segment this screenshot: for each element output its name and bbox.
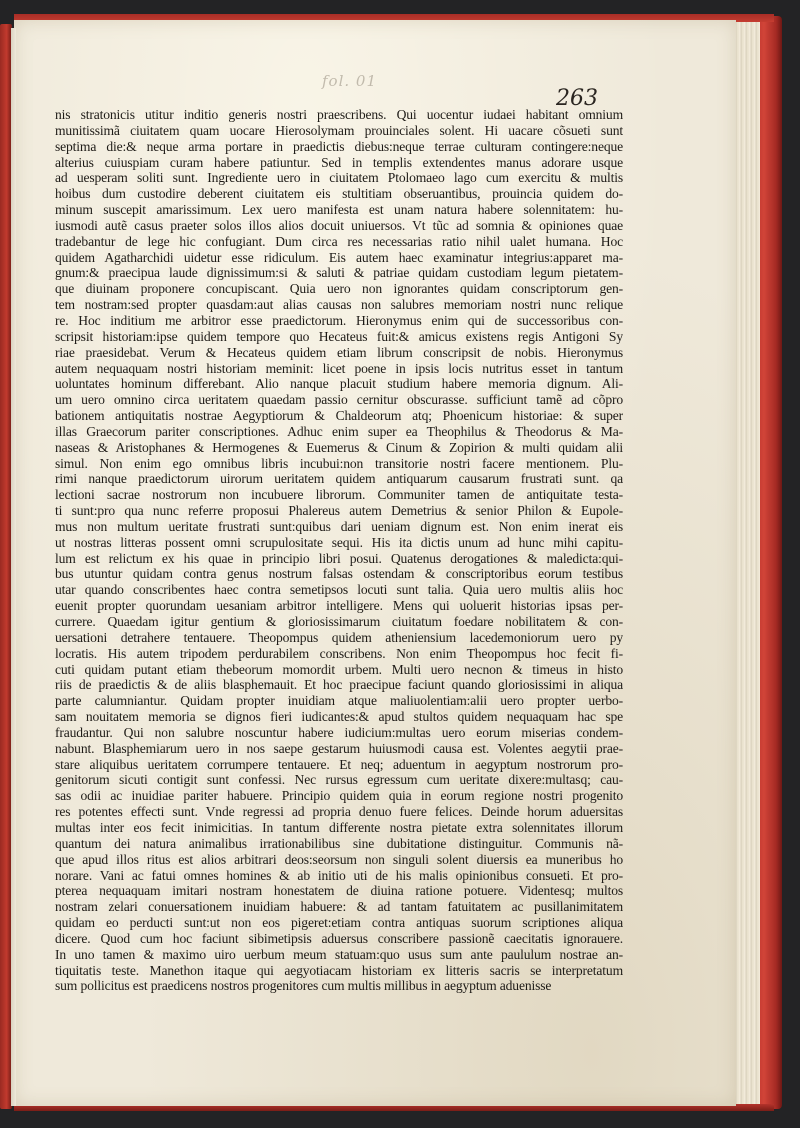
text-line: ad uesperam soliti sunt. Ingrediente uero in ciuitatem Ptolomaeo lago cum exercitu & multis	[55, 170, 623, 186]
text-line: nabunt. Blasphemiarum uero in nos saepe gestarum huiusmodi causa est. Volentes aegytii prae-	[55, 740, 623, 756]
text-line: bationem antiquitatis nostrae Aegyptiorum & Chaldeorum atq; Phoenicum historiae: & super	[55, 408, 623, 424]
text-line: scripsit historiam:ipse quidem tempore quo Hecateus fuit:& amicus existens regis Antigoni Sy	[55, 328, 623, 344]
body-text	[55, 107, 623, 994]
text-line: sam nouitatem memoria se dignos fieri iudicantes:& apud stultos quidem nequaquam hac spe	[55, 709, 623, 725]
text-line: munitissimã ciuitatem quam uocare Hierosolymam prouinciales solent. Hi uacare cõsueti sunt	[55, 122, 623, 138]
text-line: hoibus dum custodire deberent ciuitatem eis stultitiam obseruantibus, prouincia quidem do-	[55, 186, 623, 202]
text-line: In uno tamen & maximo uiro uerbum meum statuam:quo usus sum ante paululum nostrae an-	[55, 946, 623, 962]
text-line: iusmodi autẽ casus praeter solos illos alios docuit uniuersos. Vt tũc ad somnia & opiniones quae	[55, 217, 623, 233]
text-line: locratis. His autem tripodem perdurabilem conscribens. Non enim Theopompus hoc fecit fi-	[55, 645, 623, 661]
text-line: tradebantur de lege hic confugiant. Dum circa res necessarias ratio nihil ualet humana. Hoc	[55, 233, 623, 249]
text-line: bus utuntur quidam contra genus nostrum falsas ostendam & conscriptoribus eorum testibus	[55, 566, 623, 582]
text-line: pterea nequaquam imitari nostram honestatem de diuina ratione potuere. Videntesq; multos	[55, 883, 623, 899]
text-line: lum est relictum ex his quae in principio libri posui. Quatenus derogationes & maledicta:qui-	[55, 550, 623, 566]
text-line: ti sunt:pro qua nunc referre proposui Phalereus autem Demetrius & senior Philon & Eupole-	[55, 503, 623, 519]
text-line: autem nequaquam nostri historiam meminit: licet poene in ipsis locis nutritus esset in tantum	[55, 360, 623, 376]
text-line: sum pollicitus est praedicens nostros progenitores cum multis millibus in aegyptum aduenisse	[55, 978, 552, 994]
folio-number: 263	[556, 86, 598, 111]
text-line: riis de praedictis & de aliis blasphemauit. Et hoc praecipue faciunt quando gloriosissimi in aliqua	[55, 677, 623, 693]
text-line: dicere. Quod cum hoc faciunt sibimetipsis aduersus conscribere passionẽ caecitatis ignorauere.	[55, 930, 623, 946]
text-line: riae praesidebat. Verum & Hecateus quidem etiam librum conscripsit de nobis. Hieronymus	[55, 344, 623, 360]
text-line: fraudantur. Qui non salubre noscuntur habere iudicium:multas uero eorum miserias condem-	[55, 724, 623, 740]
text-line: alterius cuiuspiam curam habere patiuntur. Sed in templis extendentes manus adorare usque	[55, 154, 623, 170]
text-line: cuti quidam putant etiam thebeorum momordit urbem. Multi uero necnon & timeus in histo	[55, 661, 623, 677]
text-line: quantum dei natura animalibus irrationabilibus sine dubitatione distinguitur. Communis nã-	[55, 835, 623, 851]
text-line: naseas & Aristophanes & Hermogenes & Euemerus & Cinum & Zopirion & multi quidam alii	[55, 439, 623, 455]
text-line: stare aliquibus ueritatem corrumpere tentauere. Et neq; aduentum in aegyptum nostrorum pro-	[55, 756, 623, 772]
text-line: norare. Vani ac fatui omnes homines & ab initio uti de his malis opinionibus consueti. Et pro-	[55, 867, 623, 883]
text-line: rimi nanque praedictorum uirorum ueritatem quidem antiquarum causarum frustrati sunt. qa	[55, 471, 623, 487]
text-line: genitorum sicuti contigit sunt confessi. Nec rursus egressum cum ueritate dixere:multasq; cau-	[55, 772, 623, 788]
text-line: tem nostram:sed propter quasdam:aut alias causas non salubres memoriam nostri nunc relique	[55, 297, 623, 313]
text-line: re. Hoc inditium me arbitror esse praedictorum. Hieronymus enim qui de successoribus con-	[55, 312, 623, 328]
text-line: mus non multum ueritate frustrati sunt:quibus dari ueniam dignum est. Non enim inerat eis	[55, 518, 623, 534]
text-line: simul. Non enim ego omnibus libris incubui:non transitorie nostri facere mentionem. Plu-	[55, 455, 623, 471]
text-line: que diuinam proponere concupiscant. Quia uero non ignorantes quidam conscriptorum gen-	[55, 281, 623, 297]
text-line: uoluntates hominum differebant. Alio nanque placuit studium habere memoria dignum. Ali-	[55, 376, 623, 392]
text-line: parte calumniantur. Quidam propter inuidiam atque maliuolentiam:alii uero propter uerbo-	[55, 693, 623, 709]
text-line: septima die:& neque arma portare in praedictis diebus:neque terrae culturam contingere:neque	[55, 138, 623, 154]
text-line: minum suscepit amarissimum. Lex uero manifesta est unam natura habere solennitatem: hu-	[55, 202, 623, 218]
text-line: ut nostras litteras possent omni scrupulositate sequi. His ita dictis unum ad hunc mihi capitu-	[55, 534, 623, 550]
text-line: multas inter eos fecit inimicitias. In tantum differente nostra pietate extra solennitates illorum	[55, 819, 623, 835]
text-line: que apud illos ritus est alios arbitrari deos:seorsum non singuli solent diuersis ea muneribus ho	[55, 851, 623, 867]
text-line: gnum:& praecipua laude dignissimum:si & saluti & patriae quidam custodiam legum pietatem-	[55, 265, 623, 281]
text-line: uersationi detrahere tentauere. Theopompus quidem atheniensium lacedemoniorum uero py	[55, 629, 623, 645]
text-line: lectioni sacrae nostrorum non incubuere librorum. Communiter tamen de antiquitate testa-	[55, 487, 623, 503]
text-line: euenit propter quorundam uesaniam arbitror intelligere. Mens qui uoluerit historias ipsas per-	[55, 598, 623, 614]
text-line: quidam eo perducti sunt:ut non eos pigeret:etiam contra antiquas suorum scriptiones aliqua	[55, 915, 623, 931]
text-line: utar quando conscribentes haec contra semetipsos locuti sunt talia. Quia uero multis aliis hoc	[55, 582, 623, 598]
text-line: currere. Quaedam igitur gentium & gloriosissimarum ciuitatum foedare nobilitatem & con-	[55, 614, 623, 629]
text-line: sas odii ac inuidiae pariter habuere. Principio quidem quia in eorum regione nostri progenito	[55, 788, 623, 804]
text-line: illas Graecorum pariter conscriptiones. Adhuc enim super ea Theophilus & Theodorus & Ma-	[55, 423, 623, 439]
text-line: nostram zelari conuersationem inuidiam habuere: & ad tantam fatuitatem ac pusillanimitatem	[55, 899, 623, 915]
text-line: nis stratonicis utitur inditio generis nostri praescribens. Qui uocentur iudaei habitant omnium	[55, 107, 623, 122]
text-line: res potentes effecti sunt. Vnde regressi ad propria denuo fuere felices. Deinde horum aduersitas	[55, 804, 623, 820]
gutter-edge	[11, 28, 16, 1106]
text-line: um uero omnino circa ueritatem quaedam passio cernitur obscurasse. sufficiunt tamẽ ad cõpro	[55, 392, 623, 408]
text-line: tiquitatis teste. Manethon itaque qui aegyotiacam historiam ex litteris sacris se interpretatum	[55, 962, 623, 978]
text-line: quidem Agatharchidi uidetur esse ridiculum. Eis autem haec examinatur integrius:apparet ma-	[55, 249, 623, 265]
pencil-annotation: fol. 01	[322, 72, 378, 90]
